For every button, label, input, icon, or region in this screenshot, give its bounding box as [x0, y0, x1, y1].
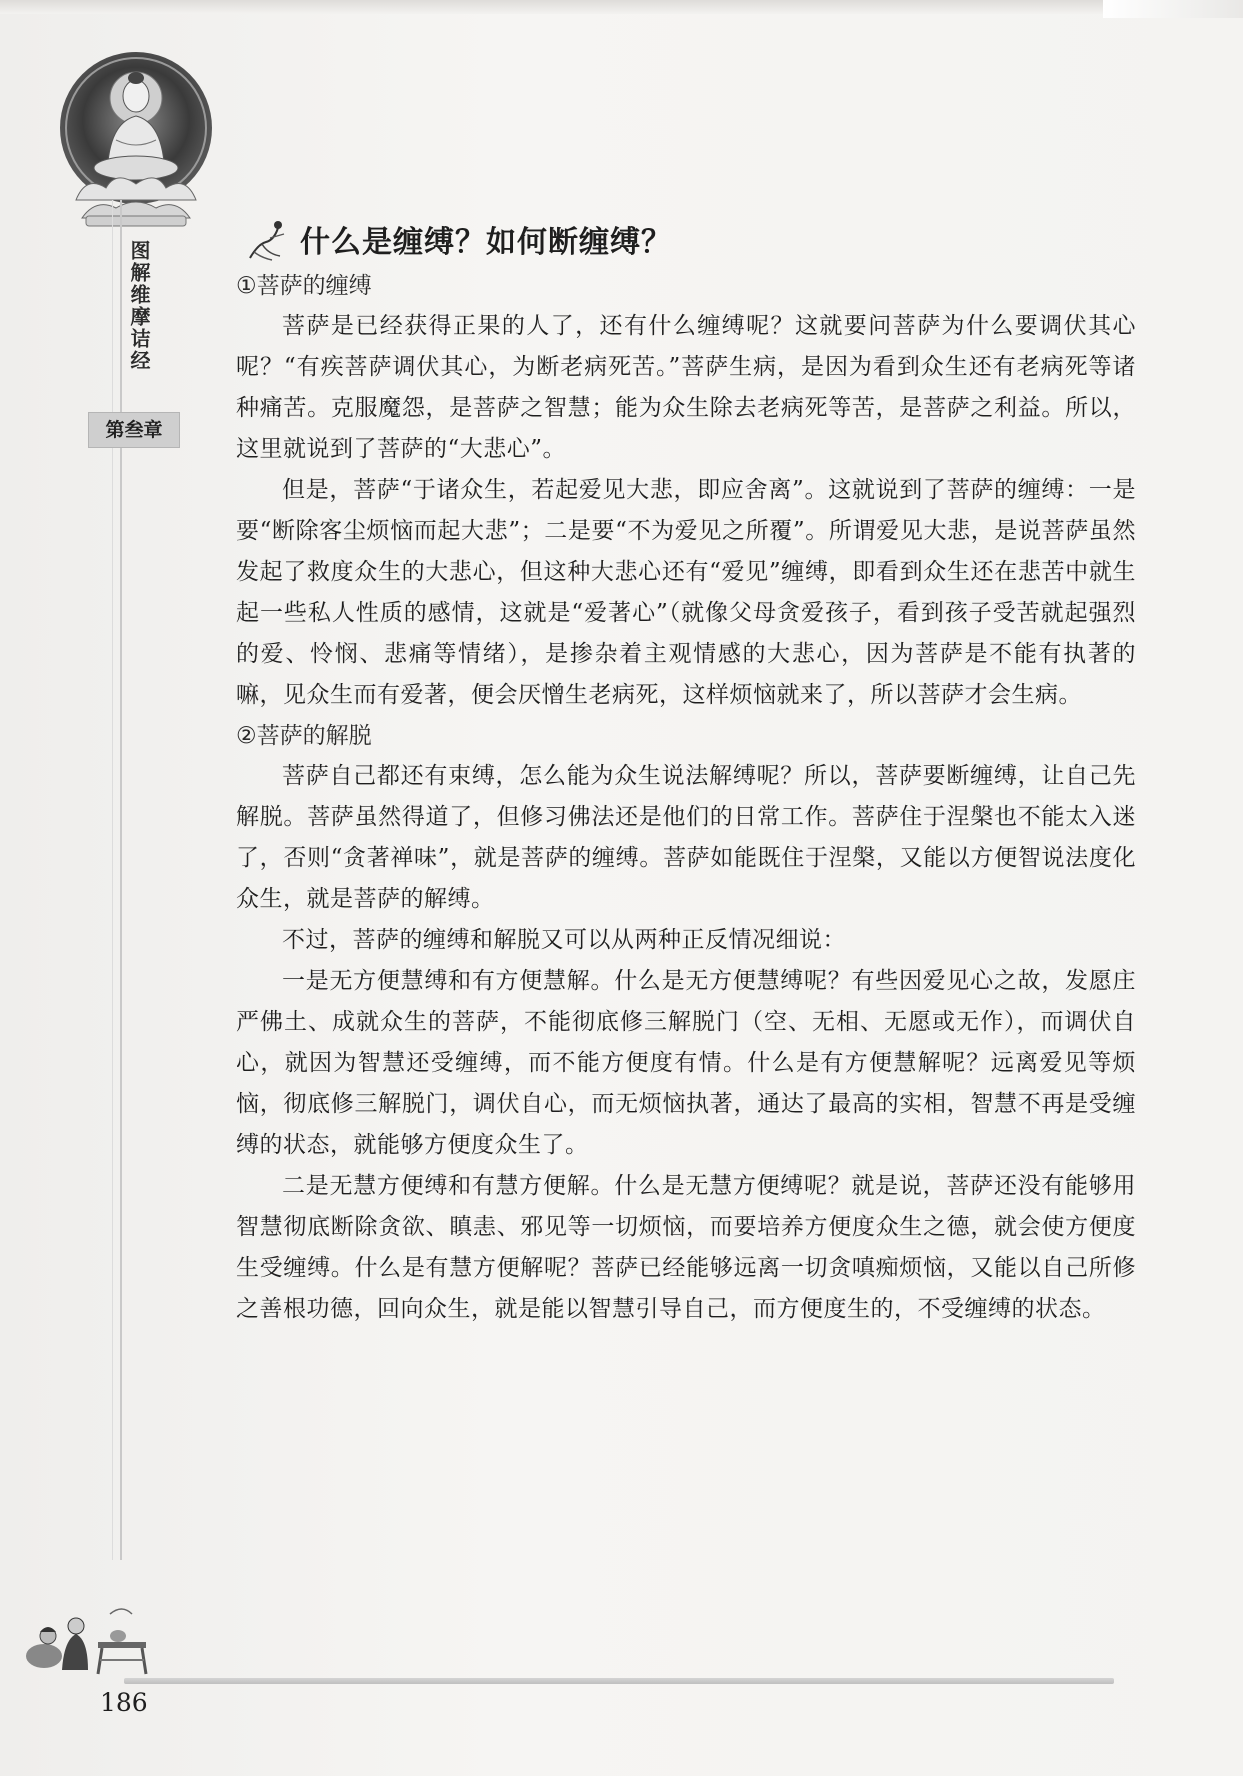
heading-title: 什么是缠缚？如何断缠缚？	[300, 225, 672, 260]
paragraph: 不过，菩萨的缠缚和解脱又可以从两种正反情况细说：	[282, 927, 846, 953]
scholars-illustration-icon	[14, 1600, 154, 1680]
ink-figure-icon	[244, 214, 292, 264]
paragraph: 一是无方便慧缚和有方便慧解。什么是无方便慧缚呢？有些因爱见心之故，发愿庄严佛土、成就众生的菩萨，不能彻底修三解脱门（空、无相、无愿或无作），而调伏自心，就因为智慧还受缠缚，而不能方便度有情。什么是有方便慧解呢？远离爱见等烦恼，彻底修三解脱门，调伏自心，而无烦恼执著，通达了最高的实相，智慧不再是受缠缚的状态，就能够方便度众生了。	[236, 968, 1136, 1158]
paragraph: 菩萨自己都还有束缚，怎么能为众生说法解缚呢？所以，菩萨要断缠缚，让自己先解脱。菩萨虽然得道了，但修习佛法还是他们的日常工作。菩萨住于涅槃也不能太入迷了，否则“贪著禅味”，就是菩萨的缠缚。菩萨如能既住于涅槃，又能以方便智说法度化众生，就是菩萨的解缚。	[236, 763, 1136, 912]
page-top-edge	[0, 0, 1243, 14]
buddha-illustration-icon	[56, 50, 216, 230]
book-title-vertical: 图解维摩诘经	[127, 240, 151, 372]
article-body	[236, 266, 1136, 1330]
chapter-badge: 第叁章	[88, 412, 180, 448]
margin-rule-inner	[112, 200, 113, 1560]
margin-rule	[120, 200, 122, 1560]
paragraph: 菩萨是已经获得正果的人了，还有什么缠缚呢？这就要问菩萨为什么要调伏其心呢？“有疾菩萨调伏其心，为断老病死苦。”菩萨生病，是因为看到众生还有老病死等诸种痛苦。克服魔怨，是菩萨之智慧；能为众生除去老病死等苦，是菩萨之利益。所以，这里就说到了菩萨的“大悲心”。	[236, 313, 1136, 462]
page-corner	[1103, 0, 1243, 18]
page-number: 186	[100, 1688, 148, 1717]
subheading-1: ①菩萨的缠缚	[236, 273, 372, 299]
section-heading	[244, 212, 672, 266]
footer-rule	[124, 1678, 1114, 1684]
subheading-2: ②菩萨的解脱	[236, 723, 372, 749]
paragraph: 二是无慧方便缚和有慧方便解。什么是无慧方便缚呢？就是说，菩萨还没有能够用智慧彻底断除贪欲、瞋恚、邪见等一切烦恼，而要培养方便度众生之德，就会使方便度生受缠缚。什么是有慧方便解呢？菩萨已经能够远离一切贪嗔痴烦恼，又能以自己所修之善根功德，回向众生，就是能以智慧引导自己，而方便度生的，不受缠缚的状态。	[236, 1173, 1136, 1322]
paragraph: 但是，菩萨“于诸众生，若起爱见大悲，即应舍离”。这就说到了菩萨的缠缚：一是要“断除客尘烦恼而起大悲”；二是要“不为爱见之所覆”。所谓爱见大悲，是说菩萨虽然发起了救度众生的大悲心，但这种大悲心还有“爱见”缠缚，即看到众生还在悲苦中就生起一些私人性质的感情，这就是“爱著心”（就像父母贪爱孩子，看到孩子受苦就起强烈的爱、怜悯、悲痛等情绪），是掺杂着主观情感的大悲心，因为菩萨是不能有执著的嘛，见众生而有爱著，便会厌憎生老病死，这样烦恼就来了，所以菩萨才会生病。	[236, 477, 1136, 708]
